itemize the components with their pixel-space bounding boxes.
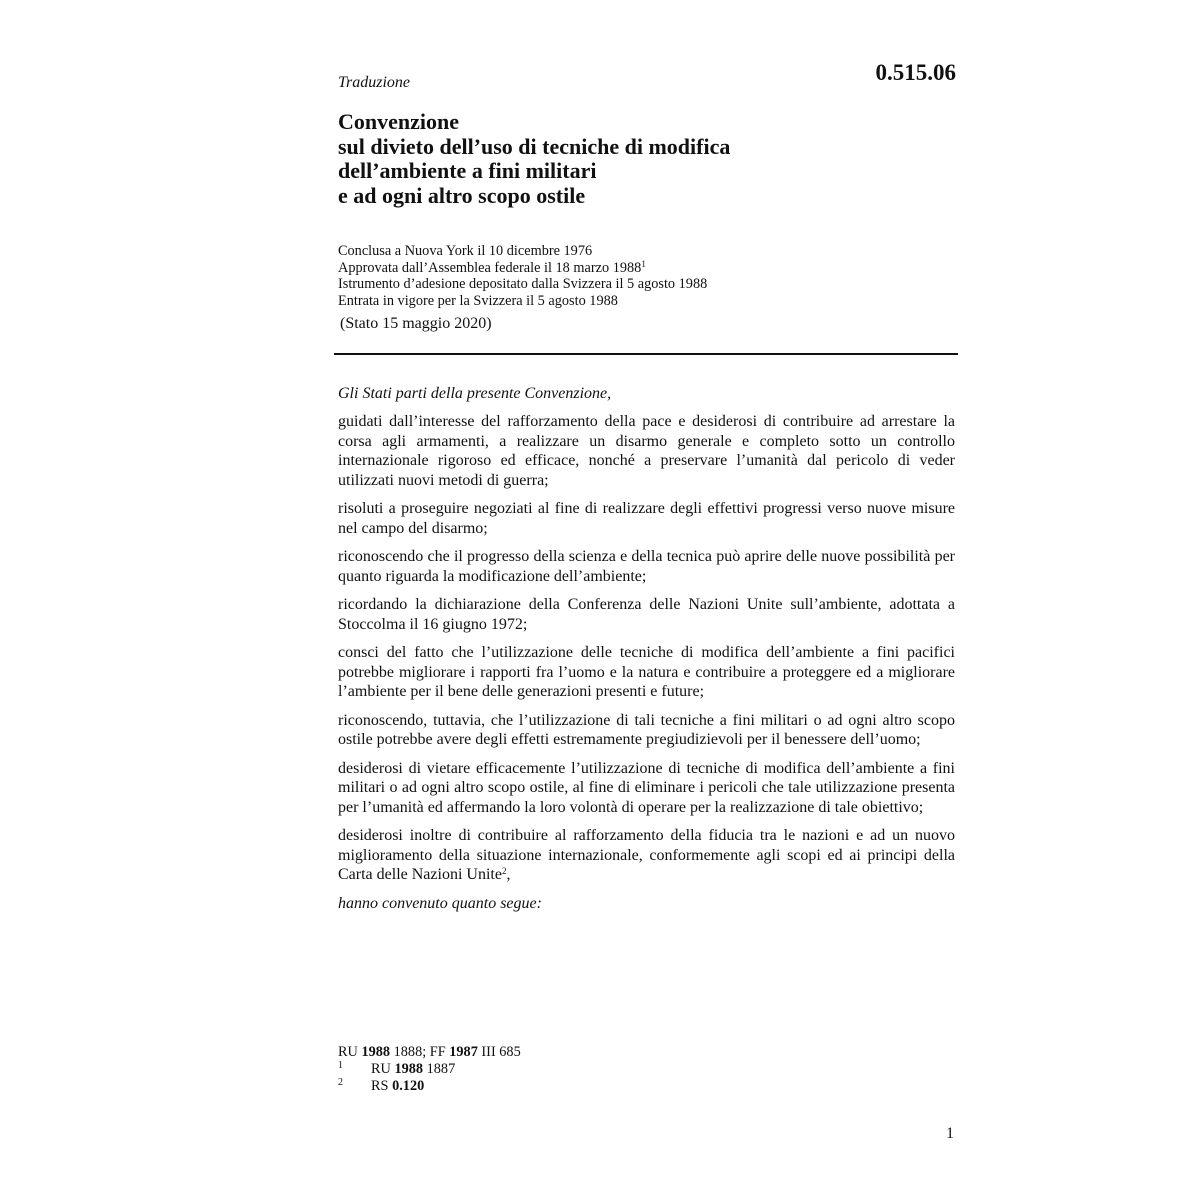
last-paragraph-text: desiderosi inoltre di contribuire al rafforzamento della fiducia tra le nazioni e ad un nuovo miglioramento della situazione internazionale, conformemente agli scopi ed ai principi della Carta delle Nazioni Unite xyxy=(338,827,955,883)
entry-into-force: Entrata in vigore per la Svizzera il 5 agosto 1988 xyxy=(338,292,618,309)
footnote-number: 1 xyxy=(338,1060,343,1071)
translation-label: Traduzione xyxy=(338,74,411,91)
approved-date: Approvata dall’Assemblea federale il 18 marzo 1988 xyxy=(338,259,642,276)
preamble-intro: Gli Stati parti della presente Convenzione, xyxy=(338,385,612,402)
preamble-body xyxy=(338,412,955,913)
instrument-deposit: Istrumento d’adesione depositato dalla Svizzera il 5 agosto 1988 xyxy=(338,276,708,292)
footnote-bold: 1988 xyxy=(394,1061,424,1077)
footnote-text xyxy=(371,1078,424,1095)
preamble-conclusion: hanno convenuto quanto segue: xyxy=(338,894,542,912)
footnote-ref: 2 xyxy=(501,866,507,876)
preamble-paragraph: riconoscendo che il progresso della scienza e della tecnica può aprire delle nuove possibilità per quanto riguarda la modificazione dell’ambiente; xyxy=(338,548,955,585)
title-line: dell’ambiente a fini militari xyxy=(338,158,597,183)
source-page: III 685 xyxy=(481,1044,521,1060)
preamble-paragraph: risoluti a proseguire negoziati al fine di realizzare degli effettivi progressi verso nuove misure nel campo del disarmo; xyxy=(338,500,955,537)
document-title xyxy=(338,110,958,208)
preamble-paragraph: desiderosi di vietare efficacemente l’utilizzazione di tecniche di modifica dell’ambiente a fini militari o ad ogni altro scopo ostile, al fine di eliminare i pericoli che tale utilizzazione presenta per l’umanità ed affermando la loro volontà di operare per la realizzazione di tale obiettivo; xyxy=(338,759,955,816)
approval-line xyxy=(338,260,958,277)
sr-number: 0.515.06 xyxy=(875,60,956,85)
footnote-bold: 0.120 xyxy=(392,1078,425,1094)
source-reference xyxy=(338,1044,958,1061)
concluded-date: Conclusa a Nuova York il 10 dicembre 1976 xyxy=(338,243,593,259)
footnote-text xyxy=(371,1061,455,1078)
title-line: e ad ogni altro scopo ostile xyxy=(338,182,586,208)
footnote-item xyxy=(338,1061,958,1078)
document-metadata xyxy=(338,243,958,309)
footnote-rest: 1887 xyxy=(426,1061,456,1077)
page-number: 1 xyxy=(946,1125,954,1142)
preamble-paragraph: ricordando la dichiarazione della Conferenza delle Nazioni Unite sull’ambiente, adottata a Stoccolma il 16 giugno 1972; xyxy=(338,596,955,633)
source-prefix: RU xyxy=(338,1044,358,1060)
source-year: 1988 xyxy=(361,1044,391,1060)
footnote-item xyxy=(338,1078,958,1095)
title-line: sul divieto dell’uso di tecniche di modifica xyxy=(338,133,731,159)
preamble-paragraph: consci del fatto che l’utilizzazione delle tecniche di modifica dell’ambiente a fini pacifici potrebbe migliorare i rapporti fra l’uomo e la natura e contribuire a proteggere ed a migliorare l’ambiente per il bene delle generazioni presenti e future; xyxy=(338,644,955,700)
divider xyxy=(334,353,958,355)
preamble-paragraph: riconoscendo, tuttavia, che l’utilizzazione di tali tecniche a fini militari o ad ogni altro scopo ostile potrebbe avere degli effetti estremamente pregiudizievoli per il benessere dell’uomo; xyxy=(338,711,955,748)
title-line: Convenzione xyxy=(338,109,459,134)
source-page: 1888; FF xyxy=(393,1044,446,1060)
footnote-prefix: RU xyxy=(371,1061,391,1077)
preamble-paragraph-last xyxy=(338,826,955,885)
last-paragraph-end: , xyxy=(506,866,511,883)
preamble-paragraph: guidati dall’interesse del rafforzamento della pace e desiderosi di contribuire ad arrestare la corsa agli armamenti, a realizzare un disarmo generale e completo sotto un controllo internazionale rigoroso ed efficace, nonché a preservare l’umanità dal pericolo di veder utilizzati nuovi metodi di guerra; xyxy=(338,413,955,489)
footnote-number: 2 xyxy=(338,1077,343,1088)
footnote-prefix: RS xyxy=(371,1078,389,1094)
status-date: (Stato 15 maggio 2020) xyxy=(340,315,492,332)
source-year: 1987 xyxy=(449,1044,478,1060)
footnotes xyxy=(338,1044,958,1095)
footnote-ref: 1 xyxy=(641,258,646,269)
